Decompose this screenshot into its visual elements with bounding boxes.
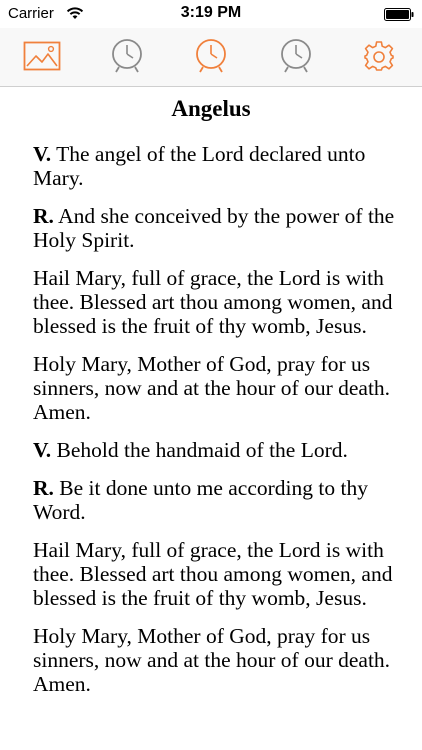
clock-icon (110, 37, 144, 75)
prayer-paragraph (33, 476, 396, 524)
prayer-paragraph (33, 266, 396, 338)
clock-button-2[interactable] (190, 35, 232, 77)
prayer-title: Angelus (171, 96, 251, 121)
response-marker: R. (33, 204, 54, 228)
clock-time: 3:19 PM (180, 4, 242, 21)
paragraph-text: Holy Mary, Mother of God, pray for us sinners, now and at the hour of our death. Amen. (33, 624, 391, 696)
paragraph-text: Behold the handmaid of the Lord. (51, 438, 348, 462)
clock-icon (279, 37, 313, 75)
paragraph-text: Hail Mary, full of grace, the Lord is with thee. Blessed art thou among women, and blessed is the fruit of thy womb, Jesus. (33, 266, 393, 338)
paragraph-text: And she conceived by the power of the Holy Spirit. (33, 204, 395, 252)
image-button[interactable] (21, 35, 63, 77)
prayer-content[interactable] (0, 86, 422, 750)
paragraph-text: Hail Mary, full of grace, the Lord is with thee. Blessed art thou among women, and blessed is the fruit of thy womb, Jesus. (33, 538, 393, 610)
prayer-text (0, 142, 422, 696)
carrier-label: Carrier (8, 5, 54, 22)
picture-icon (23, 41, 61, 71)
settings-button[interactable] (358, 35, 400, 77)
paragraph-text: Be it done unto me according to thy Word. (33, 476, 368, 524)
prayer-paragraph (33, 624, 396, 696)
battery-icon (384, 8, 414, 21)
status-bar (0, 0, 422, 28)
paragraph-text: The angel of the Lord declared unto Mary. (33, 142, 366, 190)
clock-button-1[interactable] (106, 35, 148, 77)
response-marker: R. (33, 476, 54, 500)
prayer-paragraph (33, 352, 396, 424)
prayer-paragraph (33, 538, 396, 610)
prayer-paragraph (33, 204, 396, 252)
response-marker: V. (33, 438, 52, 462)
prayer-paragraph (33, 438, 396, 462)
toolbar (0, 28, 422, 87)
clock-button-3[interactable] (275, 35, 317, 77)
clock-icon (194, 37, 228, 75)
paragraph-text: Holy Mary, Mother of God, pray for us sinners, now and at the hour of our death. Amen. (33, 352, 391, 424)
prayer-paragraph (33, 142, 396, 190)
response-marker: V. (33, 142, 52, 166)
gear-icon (363, 40, 395, 72)
